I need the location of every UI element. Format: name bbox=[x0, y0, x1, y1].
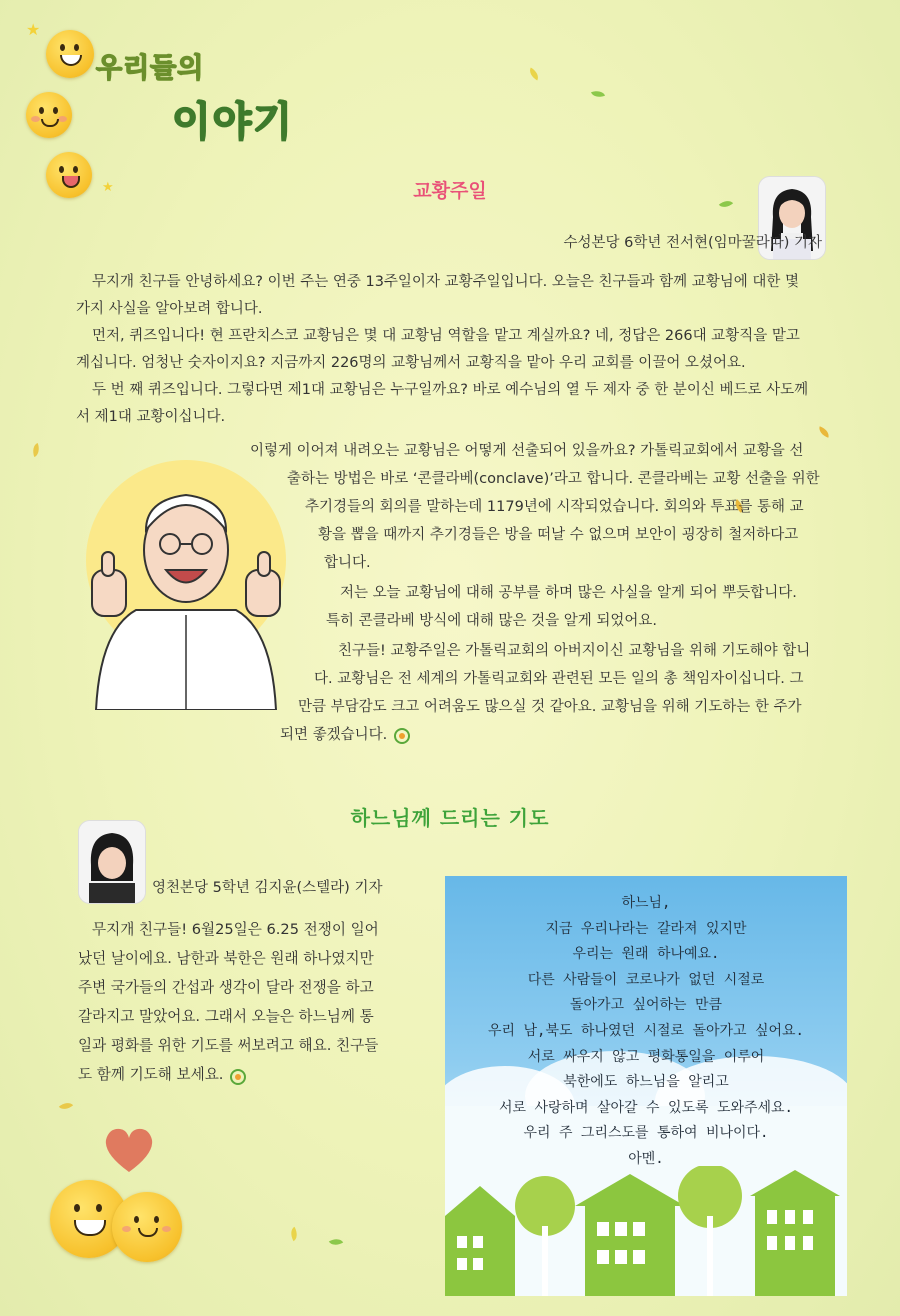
paragraph-text: 되면 좋겠습니다. bbox=[280, 727, 388, 743]
paragraph-line: 친구들! 교황주일은 가톨릭교회의 아버지이신 교황님을 위해 기도해야 합니 bbox=[338, 643, 811, 659]
leaf-icon bbox=[817, 426, 831, 438]
paragraph-line: 황을 뽑을 때까지 추기경들은 방을 떠날 수 없으며 보안이 굉장히 철저하다고 bbox=[318, 527, 799, 543]
smiley-icon bbox=[46, 30, 94, 78]
header-title-line1: 우리들의 bbox=[96, 53, 205, 84]
prayer-line: 돌아가고 싶어하는 만큼 bbox=[569, 997, 723, 1014]
paragraph-line: 출하는 방법은 바로 ‘콘클라베(conclave)’라고 합니다. 콘클라베는 교황 선출을 위한 bbox=[287, 471, 820, 487]
prayer-line: 우리 남,북도 하나였던 시절로 돌아가고 싶어요. bbox=[488, 1022, 804, 1039]
prayer-line: 아멘. bbox=[628, 1150, 664, 1167]
prayer-line: 우리는 원래 하나예요. bbox=[572, 946, 720, 963]
prayer-line: 서로 사랑하며 살아갈 수 있도록 도와주세요. bbox=[498, 1099, 793, 1116]
prayer-line: 우리 주 그리스도를 통하여 비나이다. bbox=[523, 1125, 769, 1142]
paragraph-line: 서 제1대 교황이십니다. bbox=[76, 409, 226, 425]
paragraph-line: 합니다. bbox=[324, 555, 371, 571]
paragraph-line bbox=[280, 722, 412, 749]
section-title: 하느님께 드리는 기도 bbox=[350, 806, 550, 830]
paragraph-text: 도 함께 기도해 보세요. bbox=[78, 1066, 224, 1083]
paragraph-line: 추기경들의 회의를 말하는데 1179년에 시작되었습니다. 회의와 투표를 통해 교 bbox=[305, 499, 804, 515]
smile-logo-icon bbox=[392, 727, 412, 743]
paragraph-line: 먼저, 퀴즈입니다! 현 프란치스코 교황님은 몇 대 교황님 역할을 맡고 계실까요? 네, 정답은 266대 교황직을 맡고 bbox=[92, 328, 800, 344]
prayer-line: 서로 싸우지 않고 평화통일을 이루어 bbox=[527, 1048, 765, 1065]
paragraph-line: 갈라지고 말았어요. 그래서 오늘은 하느님께 통 bbox=[78, 1008, 374, 1025]
smiley-icon bbox=[26, 92, 72, 138]
paragraph-line: 계십니다. 엄청난 숫자이지요? 지금까지 226명의 교황님께서 교황직을 맡아 우리 교회를 이끌어 오셨어요. bbox=[76, 355, 746, 371]
paragraph-line: 만큼 부담감도 크고 어려움도 많으실 것 같아요. 교황님을 위해 기도하는 한 주가 bbox=[298, 699, 802, 715]
prayer-card bbox=[445, 876, 847, 1296]
reporter-byline: 영천본당 5학년 김지윤(스텔라) 기자 bbox=[152, 880, 383, 896]
paragraph-line: 두 번 째 퀴즈입니다. 그렇다면 제1대 교황님은 누구일까요? 바로 예수님의 열 두 제자 중 한 분이신 베드로 사도께 bbox=[92, 382, 809, 398]
prayer-line: 하느님, bbox=[621, 895, 671, 911]
village-illustration bbox=[445, 1166, 847, 1296]
paragraph-line: 주변 국가들의 간섭과 생각이 달라 전쟁을 하고 bbox=[78, 979, 374, 996]
leaf-icon bbox=[591, 88, 605, 100]
paragraph-line: 무지개 친구들! 6월25일은 6.25 전쟁이 일어 bbox=[92, 921, 379, 938]
leaf-icon bbox=[288, 1227, 301, 1241]
smiley-icon bbox=[112, 1192, 182, 1262]
paragraph-line: 이렇게 이어져 내려오는 교황님은 어떻게 선출되어 있을까요? 가톨릭교회에서 교황을 선 bbox=[250, 443, 804, 459]
section-title: 교황주일 bbox=[413, 180, 487, 202]
leaf-icon bbox=[30, 443, 42, 457]
header-title-line2: 이야기 bbox=[172, 99, 294, 145]
star-icon: ★ bbox=[26, 20, 41, 39]
pope-illustration bbox=[76, 460, 296, 710]
reporter-photo bbox=[78, 820, 146, 904]
leaf-icon bbox=[527, 68, 541, 81]
paragraph-line bbox=[78, 1061, 248, 1088]
paragraph-line: 특히 콘클라베 방식에 대해 많은 것을 알게 되었어요. bbox=[326, 613, 658, 629]
leaf-icon bbox=[329, 1236, 343, 1249]
star-icon: ★ bbox=[102, 180, 114, 195]
prayer-line: 지금 우리나라는 갈라져 있지만 bbox=[545, 920, 747, 937]
leaf-icon bbox=[59, 1099, 73, 1113]
paragraph-line: 다. 교황님은 전 세계의 가톨릭교회와 관련된 모든 일의 총 책임자이십니다. 그 bbox=[314, 671, 804, 687]
paragraph-line: 저는 오늘 교황님에 대해 공부를 하며 많은 사실을 알게 되어 뿌듯합니다. bbox=[340, 585, 797, 601]
heart-icon bbox=[102, 1126, 156, 1174]
paragraph-line: 무지개 친구들 안녕하세요? 이번 주는 연중 13주일이자 교황주일입니다. 오늘은 친구들과 함께 교황님에 대한 몇 bbox=[92, 274, 799, 290]
smile-logo-icon bbox=[228, 1067, 248, 1083]
reporter-byline: 수성본당 6학년 전서현(임마꿀라따) 기자 bbox=[563, 235, 822, 251]
prayer-line: 북한에도 하느님을 알리고 bbox=[563, 1074, 729, 1091]
paragraph-line: 가지 사실을 알아보려 합니다. bbox=[76, 301, 263, 317]
paragraph-line: 일과 평화를 위한 기도를 써보려고 해요. 친구들 bbox=[78, 1037, 379, 1054]
prayer-text bbox=[445, 891, 847, 1173]
prayer-line: 다른 사람들이 코로나가 없던 시절로 bbox=[527, 971, 765, 988]
paragraph-line: 났던 날이에요. 남한과 북한은 원래 하나였지만 bbox=[78, 950, 374, 967]
